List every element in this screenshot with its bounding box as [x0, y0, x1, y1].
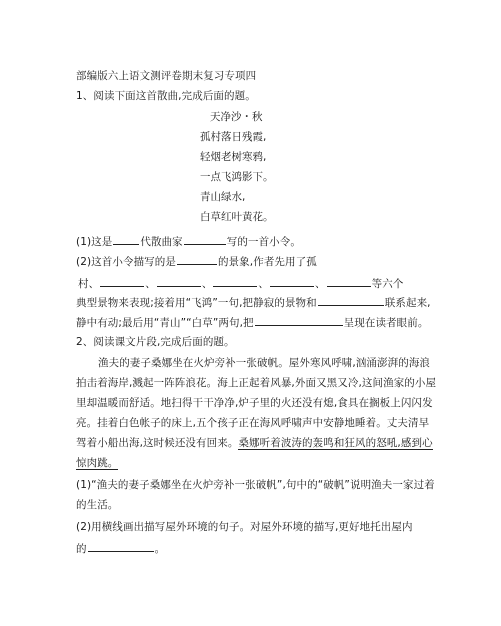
- answer-blank[interactable]: [184, 233, 226, 245]
- poem-line: 孤村落日残霞,: [200, 131, 267, 143]
- answer-blank[interactable]: [318, 294, 384, 306]
- question-text: (2)这首小令描写的是: [76, 256, 176, 268]
- answer-blank[interactable]: [255, 314, 343, 326]
- answer-blank[interactable]: [213, 275, 257, 287]
- question-2-1-line-2: 的生活。: [76, 499, 119, 511]
- question-text: 的景象,作者先用了孤: [217, 256, 317, 268]
- question-text: 典型景物来表现;接着用“飞鸿”一句,把静寂的景物和: [76, 297, 317, 309]
- question-text: 的: [76, 543, 87, 555]
- question-2-2-line-2: [76, 540, 165, 556]
- document-title: 部编版六上语文测评卷期末复习专项四: [76, 70, 257, 82]
- question-1-2-line-3: [76, 294, 431, 310]
- question-text: 。: [154, 543, 166, 555]
- question-text: 村、: [78, 278, 100, 290]
- question-text: 呈现在读者眼前。: [343, 317, 429, 329]
- answer-blank[interactable]: [113, 233, 139, 245]
- passage-line: 里却温暖而舒适。地扫得干干净净,炉子里的火还没有熄,食具在搁板上闪闪发: [76, 397, 433, 409]
- question-2-heading: 2、阅读课文片段,完成后面的题。: [76, 336, 235, 348]
- poem-line: 轻烟老树寒鸦,: [200, 151, 267, 163]
- question-text: 联系起来,: [384, 297, 431, 309]
- question-2-2-line-1: (2)用横线画出描写屋外环境的句子。对屋外环境的描写,更好地托出屋内: [76, 521, 413, 533]
- answer-blank[interactable]: [327, 275, 371, 287]
- underlined-sentence: 惊肉跳。: [76, 457, 119, 469]
- passage-line: [76, 456, 118, 470]
- poem-line: 一点飞鸿影下。: [200, 171, 274, 183]
- question-text: 等六个: [371, 278, 404, 290]
- underlined-sentence: 桑娜听着波涛的轰鸣和狂风的怒吼,感到心: [238, 437, 433, 449]
- question-1-heading: 1、阅读下面这首散曲,完成后面的题。: [76, 90, 256, 102]
- separator: 、: [201, 278, 213, 290]
- question-text: (1)这是: [76, 236, 113, 248]
- question-text: 静中有动;最后用“青山”“白草”两句,把: [76, 317, 254, 329]
- answer-blank[interactable]: [270, 275, 314, 287]
- question-text: 写的一首小令。: [226, 236, 301, 248]
- question-1-1: [76, 233, 301, 249]
- passage-line: 拍击着海岸,溅起一阵阵浪花。海上正起着风暴,外面又黑又冷,这间渔家的小屋: [76, 377, 437, 389]
- answer-blank[interactable]: [177, 253, 217, 265]
- question-1-2-line-1: [76, 253, 317, 269]
- question-1-2-line-2: [78, 275, 403, 291]
- separator: 、: [258, 278, 270, 290]
- answer-blank[interactable]: [88, 540, 154, 552]
- question-text: 代散曲家: [140, 236, 183, 248]
- passage-line: 亮。挂着白色帐子的床上,五个孩子正在海风呼啸声中安静地睡着。丈夫清早: [76, 417, 430, 429]
- poem-line: 白草红叶黄花。: [200, 211, 274, 223]
- poem-title: 天净沙・秋: [210, 111, 263, 123]
- passage-line: [76, 436, 433, 450]
- question-1-2-line-4: [76, 314, 428, 330]
- answer-blank[interactable]: [157, 275, 201, 287]
- separator: 、: [145, 278, 156, 290]
- question-2-1-line-1: (1)“渔夫的妻子桑娜坐在火炉旁补一张破帆”,句中的“破帆”说明渔夫一家过着: [76, 479, 435, 491]
- poem-line: 青山绿水,: [200, 191, 246, 203]
- answer-blank[interactable]: [100, 275, 144, 287]
- passage-line: 渔夫的妻子桑娜坐在火炉旁补一张破帆。屋外寒风呼啸,汹涌澎湃的海浪: [98, 357, 431, 369]
- separator: 、: [315, 278, 326, 290]
- passage-text: 驾着小船出海,这时候还没有回来。: [76, 437, 239, 449]
